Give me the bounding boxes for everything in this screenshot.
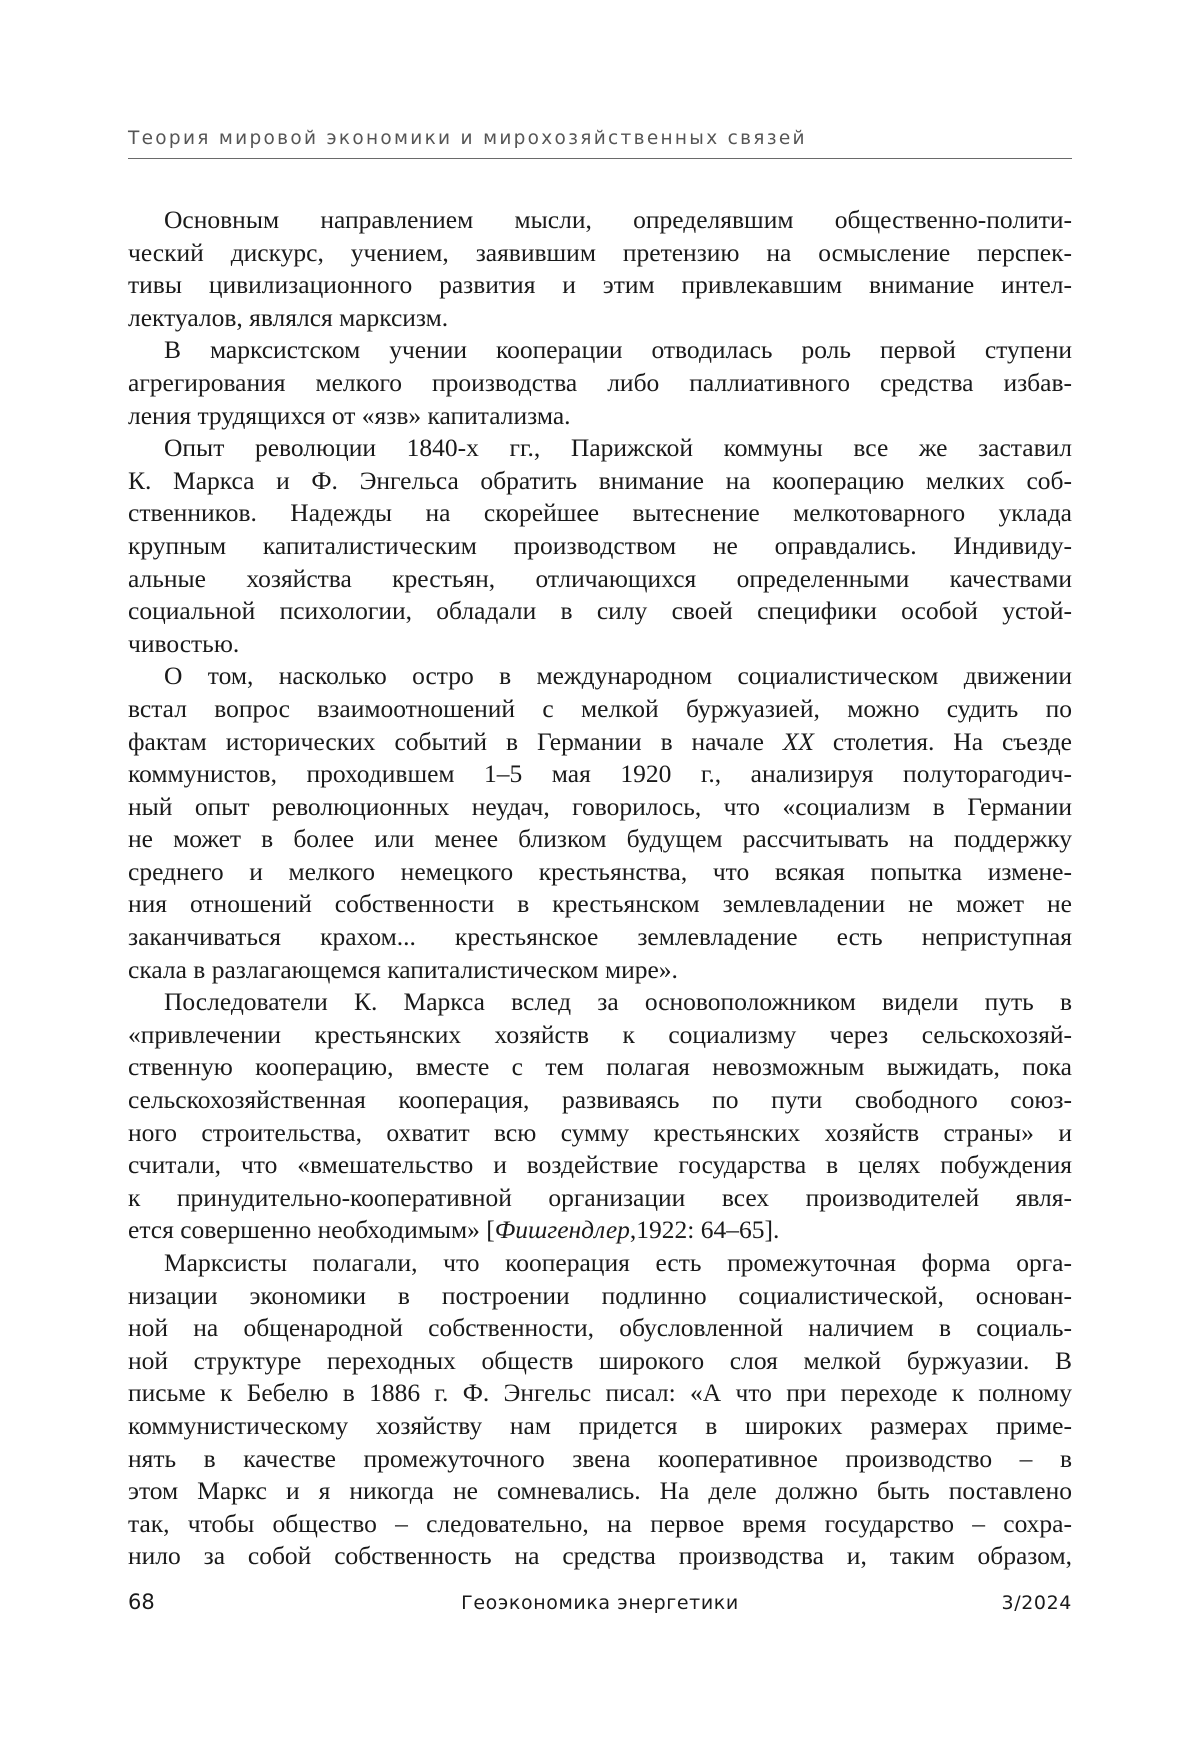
text-line: ной на общенародной собственности, обусловленной наличием в социаль- <box>128 1313 1072 1343</box>
citation-author: Фишгендлер <box>494 1215 630 1245</box>
text-line: к принудительно-кооперативной организации всех производителей явля- <box>128 1182 1072 1212</box>
text-line: низации экономики в построении подлинно социалистической, основан- <box>128 1280 1072 1310</box>
text-line: не может в более или менее близком будущем рассчитывать на поддержку <box>128 824 1072 854</box>
text-line: коммунистическому хозяйству нам придется в широких размерах приме- <box>128 1410 1072 1440</box>
citation-year-pages: ,1922: 64–65]. <box>629 1215 780 1245</box>
page-number: 68 <box>128 1590 155 1614</box>
text-line: ственную кооперацию, вместе с тем полагая невозможным выжидать, пока <box>128 1052 1072 1082</box>
text-line: агрегирования мелкого производства либо паллиативного средства избав- <box>128 367 1072 397</box>
text-line: чивостью. <box>128 628 240 658</box>
text-line-with-italic <box>128 726 1072 759</box>
italic-century: XX <box>782 726 814 756</box>
text-line: письме к Бебелю в 1886 г. Ф. Энгельс писал: «А что при переходе к полному <box>128 1378 1072 1408</box>
text-line: «привлечении крестьянских хозяйств к социализму через сельскохозяй- <box>128 1019 1072 1049</box>
paragraph-5 <box>128 986 1072 1247</box>
text-line: К. Маркса и Ф. Энгельса обратить внимание на кооперацию мелких соб- <box>128 465 1072 495</box>
text-line: сельскохозяйственная кооперация, развиваясь по пути свободного союз- <box>128 1085 1072 1115</box>
text-line: альные хозяйства крестьян, отличающихся определенными качествами <box>128 563 1072 593</box>
paragraph-3 <box>128 432 1072 660</box>
text-line: заканчиваться крахом... крестьянское землевладение есть неприступная <box>128 922 1072 952</box>
text-line: встал вопрос взаимоотношений с мелкой буржуазией, можно судить по <box>128 693 1072 723</box>
text-line: Основным направлением мысли, определявшим общественно-полити- <box>164 205 1072 234</box>
page-footer <box>128 1590 1072 1620</box>
text-run: ется совершенно необходимым» [ <box>128 1215 495 1245</box>
text-run: фактам исторических событий в Германии в начале <box>128 726 783 756</box>
running-title: Теория мировой экономики и мирохозяйственных связей <box>128 128 807 149</box>
paragraph-6 <box>128 1247 1072 1573</box>
issue-number: 3/2024 <box>1001 1592 1072 1614</box>
text-line: ния отношений собственности в крестьянском землевладении не может не <box>128 889 1072 919</box>
paragraph-2 <box>128 334 1072 432</box>
text-line: Опыт революции 1840-х гг., Парижской коммуны все же заставил <box>164 433 1072 463</box>
text-line: ственников. Надежды на скорейшее вытеснение мелкотоварного уклада <box>128 498 1072 528</box>
text-line: ной структуре переходных обществ широкого слоя мелкой буржуазии. В <box>128 1345 1072 1375</box>
text-line: Последователи К. Маркса вслед за основоположником видели путь в <box>164 987 1072 1017</box>
paragraph-4 <box>128 660 1072 986</box>
text-line: считали, что «вмешательство и воздействие государства в целях побуждения <box>128 1150 1072 1180</box>
text-line: среднего и мелкого немецкого крестьянства, что всякая попытка измене- <box>128 856 1072 886</box>
text-line: этом Маркс и я никогда не сомневались. На деле должно быть поставлено <box>128 1476 1072 1506</box>
text-line: социальной психологии, обладали в силу своей специфики особой устой- <box>128 596 1072 626</box>
text-line: нило за собой собственность на средства производства и, таким образом, <box>128 1541 1072 1571</box>
text-run: столетия. На съезде <box>813 726 1073 756</box>
article-body <box>128 204 1072 1573</box>
text-line: В марксистском учении кооперации отводилась роль первой ступени <box>164 335 1072 365</box>
text-line: нять в качестве промежуточного звена кооперативное производство – в <box>128 1443 1072 1473</box>
text-line: тивы цивилизационного развития и этим привлекавшим внимание интел- <box>128 270 1072 300</box>
text-line: ного строительства, охватит всю сумму крестьянских хозяйств страны» и <box>128 1117 1072 1147</box>
text-line: О том, насколько остро в международном социалистическом движении <box>164 661 1072 691</box>
text-line: ческий дискурс, учением, заявившим претензию на осмысление перспек- <box>128 237 1072 267</box>
text-line: ный опыт революционных неудач, говорилось, что «социализм в Германии <box>128 791 1072 821</box>
header-rule <box>128 158 1072 159</box>
text-line: лектуалов, являлся марксизм. <box>128 302 449 332</box>
text-line: так, чтобы общество – следовательно, на первое время государство – сохра- <box>128 1508 1072 1538</box>
text-line: Марксисты полагали, что кооперация есть промежуточная форма орга- <box>164 1248 1072 1277</box>
text-line: ления трудящихся от «язв» капитализма. <box>128 400 571 430</box>
paragraph-1 <box>128 204 1072 334</box>
text-line: скала в разлагающемся капиталистическом мире». <box>128 954 678 984</box>
text-line: коммунистов, проходившем 1–5 мая 1920 г., анализируя полуторагодич- <box>128 759 1072 789</box>
text-line: крупным капиталистическим производством не оправдались. Индивиду- <box>128 530 1072 560</box>
journal-title: Геоэкономика энергетики <box>461 1592 739 1614</box>
text-line-with-citation <box>128 1214 1072 1247</box>
